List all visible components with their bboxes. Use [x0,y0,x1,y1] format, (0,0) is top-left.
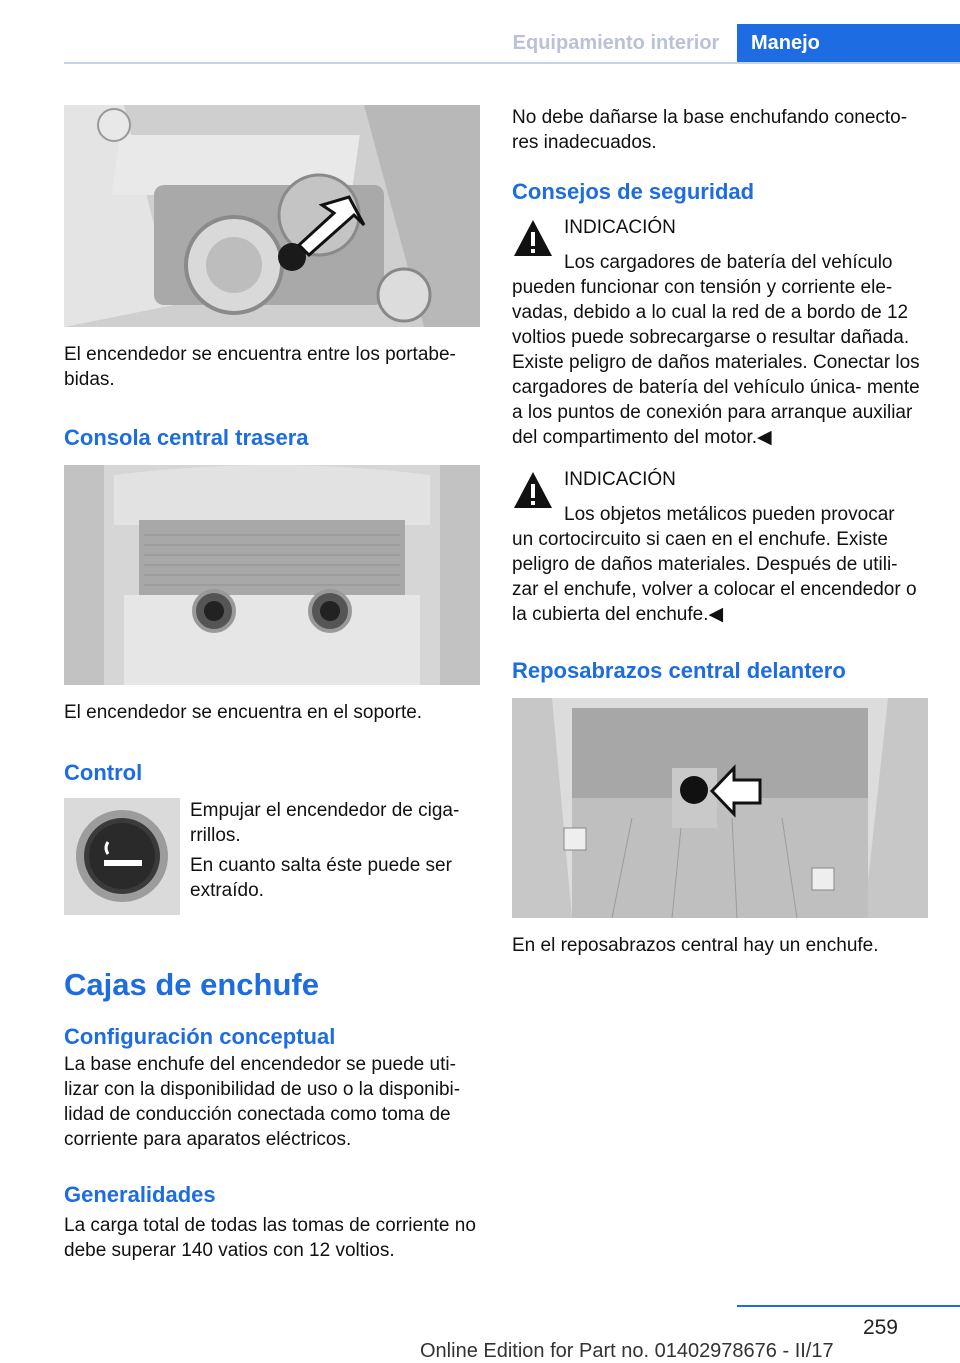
heading-armrest: Reposabrazos central delantero [512,658,846,683]
figure-rear-console [64,465,480,685]
heading-control: Control [64,760,143,785]
heading-rear-console: Consola central trasera [64,425,309,450]
figure-caption-4: En el reposabrazos central hay un enchufe. [512,935,879,956]
header-rule [64,62,960,64]
note-1-title: INDICACIÓN [564,217,676,238]
concept-paragraph: La base enchufe del encendedor se puede uti‐ lizar con la disponibilidad de uso o la disponibi‐ lidad de conducción conectada como toma de corriente para aparatos eléctricos. [64,1054,461,1150]
section-title: Equipamiento interior [496,24,736,62]
figure-armrest-socket [512,698,928,918]
edition-note: Online Edition for Part no. 01402978676 - II/17 [420,1340,834,1362]
note-2-body: un cortocircuito si caen en el enchufe. Existe peligro de daños materiales. Después de utili‐ zar el enchufe, volver a colocar el encendedor o la cubierta del enchufe.◀ [512,529,917,625]
control-step-1: Empujar el encendedor de ciga‐ rrillos. [190,800,460,846]
warning-icon [512,470,554,512]
page-number: 259 [862,1316,898,1339]
heading-concept: Configuración conceptual [64,1024,336,1049]
heading-safety: Consejos de seguridad [512,179,755,204]
figure-caption-2: El encendedor se encuentra en el soporte. [64,702,423,723]
figure-lighter-button [64,798,180,915]
note-1-body: pueden funcionar con tensión y corriente ele‐ vadas, debido a lo cual la red de a bordo de 12 voltios puede sobrecargarse o resultar dañada. Existe peligro de daños materiales. Conectar los cargadores de batería del vehículo única‐ mente a los puntos de conexión para arranque auxiliar del compartimento del motor.◀ [512,277,920,448]
figure-caption-1: El encendedor se encuentra entre los portabe‐ bidas. [64,344,456,390]
footer-rule [737,1305,960,1307]
note-1-lead: Los cargadores de batería del vehículo [564,252,893,273]
intro-paragraph: No debe dañarse la base enchufando conecto‐ res inadecuados. [512,107,908,153]
general-paragraph: La carga total de todas las tomas de corriente no debe superar 140 vatios con 12 voltios. [64,1215,476,1261]
control-step-2: En cuanto salta éste puede ser extraído. [190,855,452,901]
heading-general: Generalidades [64,1182,216,1207]
chapter-tab: Manejo [737,24,960,62]
note-2-title: INDICACIÓN [564,469,676,490]
figure-front-console-lighter [64,105,480,327]
note-2-lead: Los objetos metálicos pueden provocar [564,504,895,525]
warning-icon [512,218,554,260]
heading-sockets: Cajas de enchufe [64,967,319,1002]
